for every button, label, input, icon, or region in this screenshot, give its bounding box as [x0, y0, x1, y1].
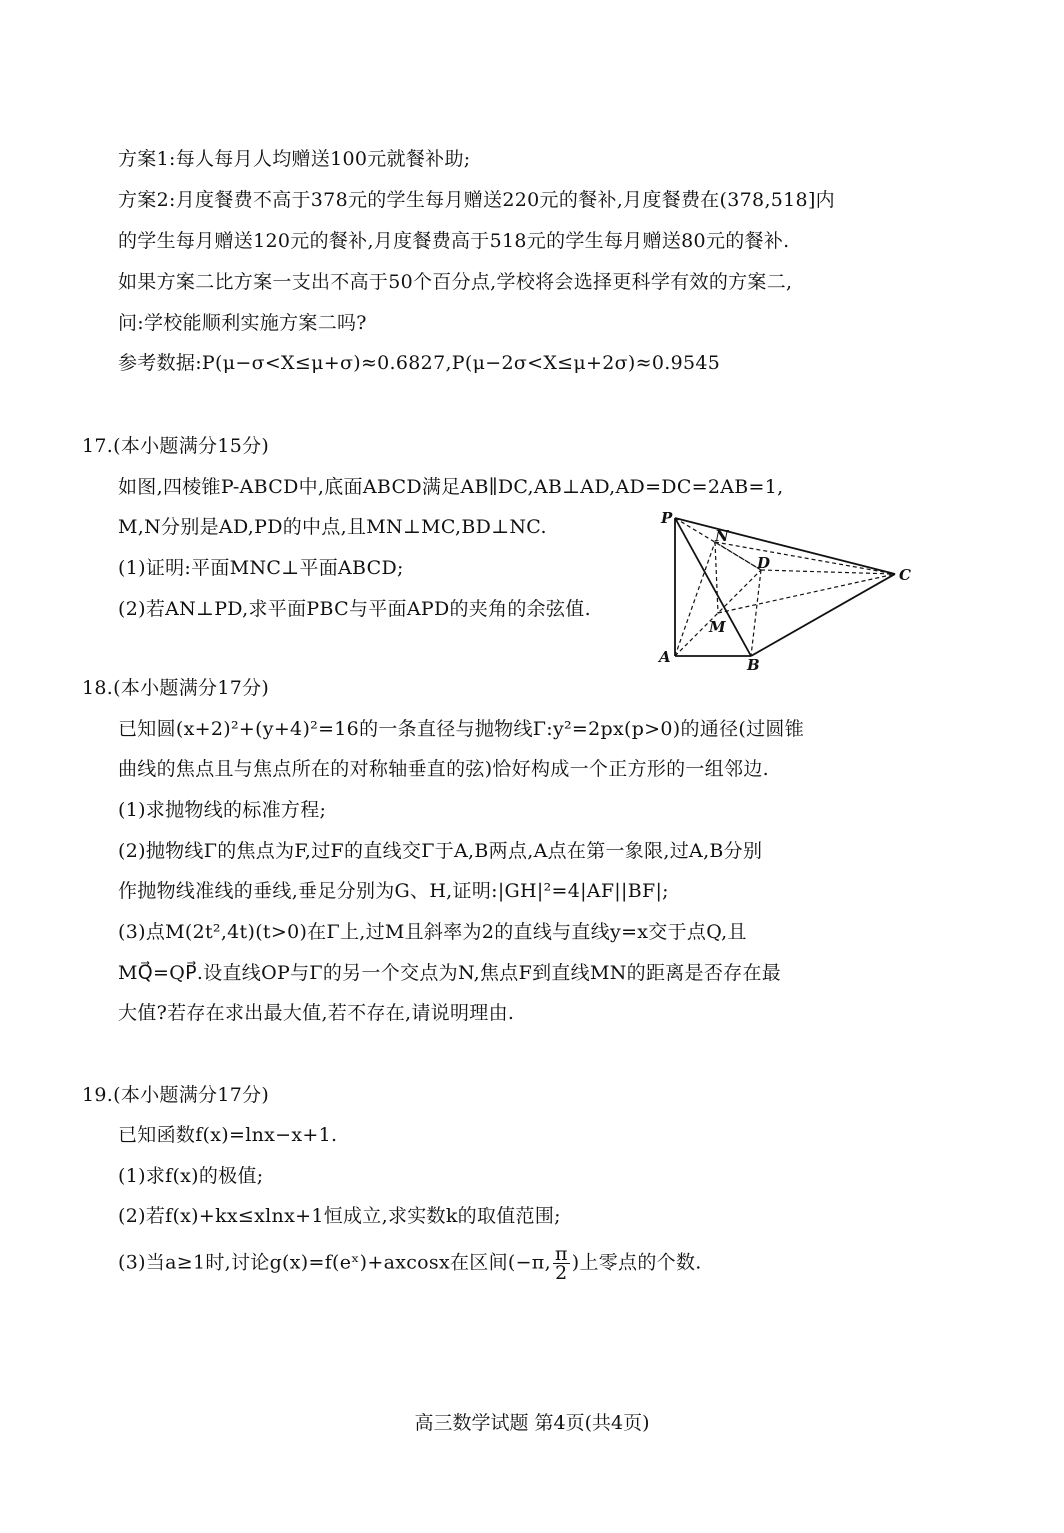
q19-stem: 已知函数f(x)=lnx−x+1.	[118, 1124, 338, 1146]
q17-stem-1: 如图,四棱锥P-ABCD中,底面ABCD满足AB∥DC,AB⊥AD,AD=DC=2AB=1,	[118, 476, 784, 498]
pi-over-2-fraction	[553, 1245, 570, 1282]
q18-part-2-cont: 作抛物线准线的垂线,垂足分别为G、H,证明:|GH|²=4|AF||BF|;	[118, 880, 669, 902]
plan-2-line: 方案2:月度餐费不高于378元的学生每月赠送220元的餐补,月度餐费在(378,518]内	[118, 189, 835, 211]
fraction-denominator: 2	[555, 1262, 568, 1284]
q18-part-3-end: 大值?若存在求出最大值,若不存在,请说明理由.	[118, 1002, 515, 1024]
q18-heading: 18.(本小题满分17分)	[82, 677, 270, 699]
q18-part-3-cont: MQ⃗=QP⃗.设直线OP与Γ的另一个交点为N,焦点F到直线MN的距离是否存在最	[118, 962, 782, 984]
page-footer: 高三数学试题 第4页(共4页)	[414, 1412, 650, 1434]
q18-stem-2: 曲线的焦点且与焦点所在的对称轴垂直的弦)恰好构成一个正方形的一组邻边.	[118, 758, 769, 780]
q18-part-3: (3)点M(2t²,4t)(t>0)在Γ上,过M且斜率为2的直线与直线y=x交于点Q,且	[118, 921, 747, 943]
pyramid-figure	[655, 508, 925, 673]
condition-line: 如果方案二比方案一支出不高于50个百分点,学校将会选择更科学有效的方案二,	[118, 271, 793, 293]
q18-part-2: (2)抛物线Γ的焦点为F,过F的直线交Γ于A,B两点,A点在第一象限,过A,B分别	[118, 840, 763, 862]
fraction-numerator: π	[554, 1243, 568, 1265]
plan-2-line-cont: 的学生每月赠送120元的餐补,月度餐费高于518元的学生每月赠送80元的餐补.	[118, 230, 790, 252]
q19-part-3-text: (3)当a≥1时,讨论g(x)=f(eˣ)+axcosx在区间(−π,	[118, 1251, 551, 1274]
q18-part-1: (1)求抛物线的标准方程;	[118, 799, 327, 821]
q17-heading: 17.(本小题满分15分)	[82, 435, 270, 457]
q19-part-1: (1)求f(x)的极值;	[118, 1165, 264, 1187]
label-D: D	[757, 554, 771, 572]
q19-part-3-end: )上零点的个数.	[571, 1251, 702, 1274]
label-N: N	[715, 527, 729, 545]
label-A: A	[659, 648, 671, 666]
q19-part-2: (2)若f(x)+kx≤xlnx+1恒成立,求实数k的取值范围;	[118, 1205, 561, 1227]
q17-stem-2: M,N分别是AD,PD的中点,且MN⊥MC,BD⊥NC.	[118, 516, 547, 538]
plan-1-line: 方案1:每人每月人均赠送100元就餐补助;	[118, 148, 471, 170]
label-M: M	[709, 618, 726, 636]
label-P: P	[661, 509, 673, 527]
q18-stem-1: 已知圆(x+2)²+(y+4)²=16的一条直径与抛物线Γ:y²=2px(p>0)的通径(过圆锥	[118, 718, 804, 740]
question-line: 问:学校能顺利实施方案二吗?	[118, 312, 367, 334]
reference-data-line: 参考数据:P(μ−σ<X≤μ+σ)≈0.6827,P(μ−2σ<X≤μ+2σ)≈0.9545	[118, 352, 721, 374]
q19-heading: 19.(本小题满分17分)	[82, 1084, 270, 1106]
q17-part-2: (2)若AN⊥PD,求平面PBC与平面APD的夹角的余弦值.	[118, 598, 591, 620]
label-B: B	[747, 656, 760, 673]
q17-part-1: (1)证明:平面MNC⊥平面ABCD;	[118, 557, 404, 579]
q19-part-3	[118, 1245, 702, 1282]
label-C: C	[899, 566, 911, 584]
